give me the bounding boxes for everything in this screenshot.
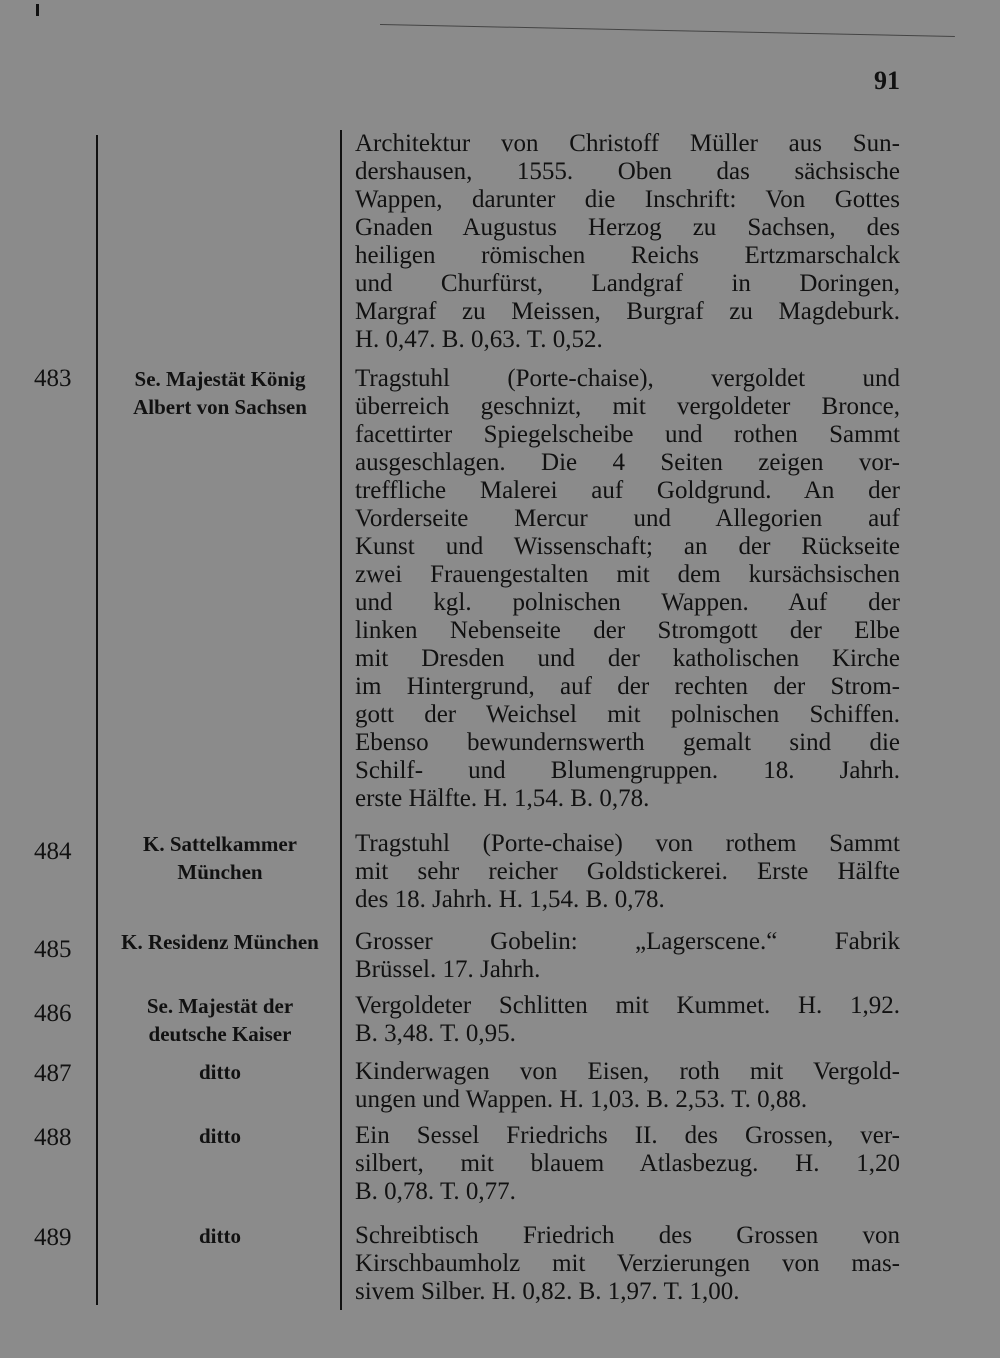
- text-line: Vorderseite Mercur und Allegorien auf: [355, 505, 900, 532]
- entry-number: 485: [34, 936, 72, 963]
- text-line: überreich geschnizt, mit vergoldeter Bronce,: [355, 393, 900, 420]
- lender-line: Albert von Sachsen: [133, 395, 307, 419]
- entry-number: 483: [34, 365, 72, 392]
- margin-mark: [36, 4, 39, 16]
- lender-line: ditto: [199, 1060, 241, 1084]
- text-line: Tragstuhl (Porte-chaise) von rothem Sammt: [355, 830, 900, 857]
- lender-line: K. Sattelkammer: [143, 832, 297, 856]
- entry-description: [355, 928, 900, 984]
- entry-description: [355, 1058, 900, 1114]
- entry-lender: [102, 1122, 338, 1150]
- text-line: linken Nebenseite der Stromgott der Elbe: [355, 617, 900, 644]
- entry-lender: [102, 1058, 338, 1086]
- lender-line: Se. Majestät der: [146, 994, 294, 1018]
- entry-description: [355, 992, 900, 1048]
- text-line: Kinderwagen von Eisen, roth mit Vergold-: [355, 1058, 900, 1085]
- text-line: Gnaden Augustus Herzog zu Sachsen, des: [355, 214, 900, 241]
- text-line: Ebenso bewundernswerth gemalt sind die: [355, 729, 900, 756]
- text-line: sivem Silber. H. 0,82. B. 1,97. T. 1,00.: [355, 1278, 740, 1305]
- text-line: Schilf- und Blumengruppen. 18. Jahrh.: [355, 757, 900, 784]
- text-line: Schreibtisch Friedrich des Grossen von: [355, 1222, 900, 1249]
- text-line: des 18. Jahrh. H. 1,54. B. 0,78.: [355, 886, 665, 913]
- entry-description: [355, 365, 900, 813]
- entry-lender: [102, 1222, 338, 1250]
- lender-line: deutsche Kaiser: [148, 1022, 292, 1046]
- lender-line: K. Residenz München: [121, 930, 319, 954]
- column-rule-middle: [340, 130, 342, 1310]
- entry-description: [355, 1122, 900, 1206]
- text-line: und Churfürst, Landgraf in Doringen,: [355, 270, 900, 297]
- text-line: treffliche Malerei auf Goldgrund. An der: [355, 477, 900, 504]
- text-line: im Hintergrund, auf der rechten der Strom-: [355, 673, 900, 700]
- text-line: ausgeschlagen. Die 4 Seiten zeigen vor-: [355, 449, 900, 476]
- text-line: Wappen, darunter die Inschrift: Von Gottes: [355, 186, 900, 213]
- entry-lender: [102, 830, 338, 886]
- text-line: silbert, mit blauem Atlasbezug. H. 1,20: [355, 1150, 900, 1177]
- text-line: Architektur von Christoff Müller aus Sun-: [355, 130, 900, 157]
- text-line: Brüssel. 17. Jahrh.: [355, 956, 541, 983]
- lender-line: Se. Majestät König: [134, 367, 306, 391]
- entry-number: 487: [34, 1060, 72, 1087]
- text-line: heiligen römischen Reichs Ertzmarschalck: [355, 242, 900, 269]
- text-line: gott der Weichsel mit polnischen Schiffen.: [355, 701, 900, 728]
- text-line: B. 3,48. T. 0,95.: [355, 1020, 516, 1047]
- continuation-text: [355, 130, 900, 354]
- text-line: Vergoldeter Schlitten mit Kummet. H. 1,92.: [355, 992, 900, 1019]
- lender-line: München: [177, 860, 263, 884]
- lender-line: ditto: [199, 1124, 241, 1148]
- text-line: mit Dresden und der katholischen Kirche: [355, 645, 900, 672]
- text-line: ungen und Wappen. H. 1,03. B. 2,53. T. 0,88.: [355, 1086, 808, 1113]
- text-line: Kirschbaumholz mit Verzierungen von mas-: [355, 1250, 900, 1277]
- text-line: H. 0,47. B. 0,63. T. 0,52.: [355, 326, 603, 353]
- entry-description: [355, 830, 900, 914]
- entry-number: 489: [34, 1224, 72, 1251]
- text-line: Margraf zu Meissen, Burgraf zu Magdeburk.: [355, 298, 900, 325]
- text-line: Grosser Gobelin: „Lagerscene.“ Fabrik: [355, 928, 900, 955]
- text-line: Tragstuhl (Porte-chaise), vergoldet und: [355, 365, 900, 392]
- text-line: Kunst und Wissenschaft; an der Rückseite: [355, 533, 900, 560]
- text-line: B. 0,78. T. 0,77.: [355, 1178, 516, 1205]
- text-line: und kgl. polnischen Wappen. Auf der: [355, 589, 900, 616]
- text-line: Ein Sessel Friedrichs II. des Grossen, ver-: [355, 1122, 900, 1149]
- top-edge-line: [380, 24, 955, 37]
- entry-number: 484: [34, 838, 72, 865]
- lender-line: ditto: [199, 1224, 241, 1248]
- entry-lender: [102, 992, 338, 1048]
- entry-lender: [102, 365, 338, 421]
- text-line: facettirter Spiegelscheibe und rothen Sammt: [355, 421, 900, 448]
- entry-description: [355, 1222, 900, 1306]
- text-line: erste Hälfte. H. 1,54. B. 0,78.: [355, 785, 650, 812]
- column-rule-left: [96, 135, 98, 1305]
- text-line: mit sehr reicher Goldstickerei. Erste Hälfte: [355, 858, 900, 885]
- entry-lender: [102, 928, 338, 956]
- text-line: dershausen, 1555. Oben das sächsische: [355, 158, 900, 185]
- text-line: zwei Frauengestalten mit dem kursächsischen: [355, 561, 900, 588]
- entry-number: 488: [34, 1124, 72, 1151]
- entry-number: 486: [34, 1000, 72, 1027]
- page-number: 91: [874, 66, 900, 95]
